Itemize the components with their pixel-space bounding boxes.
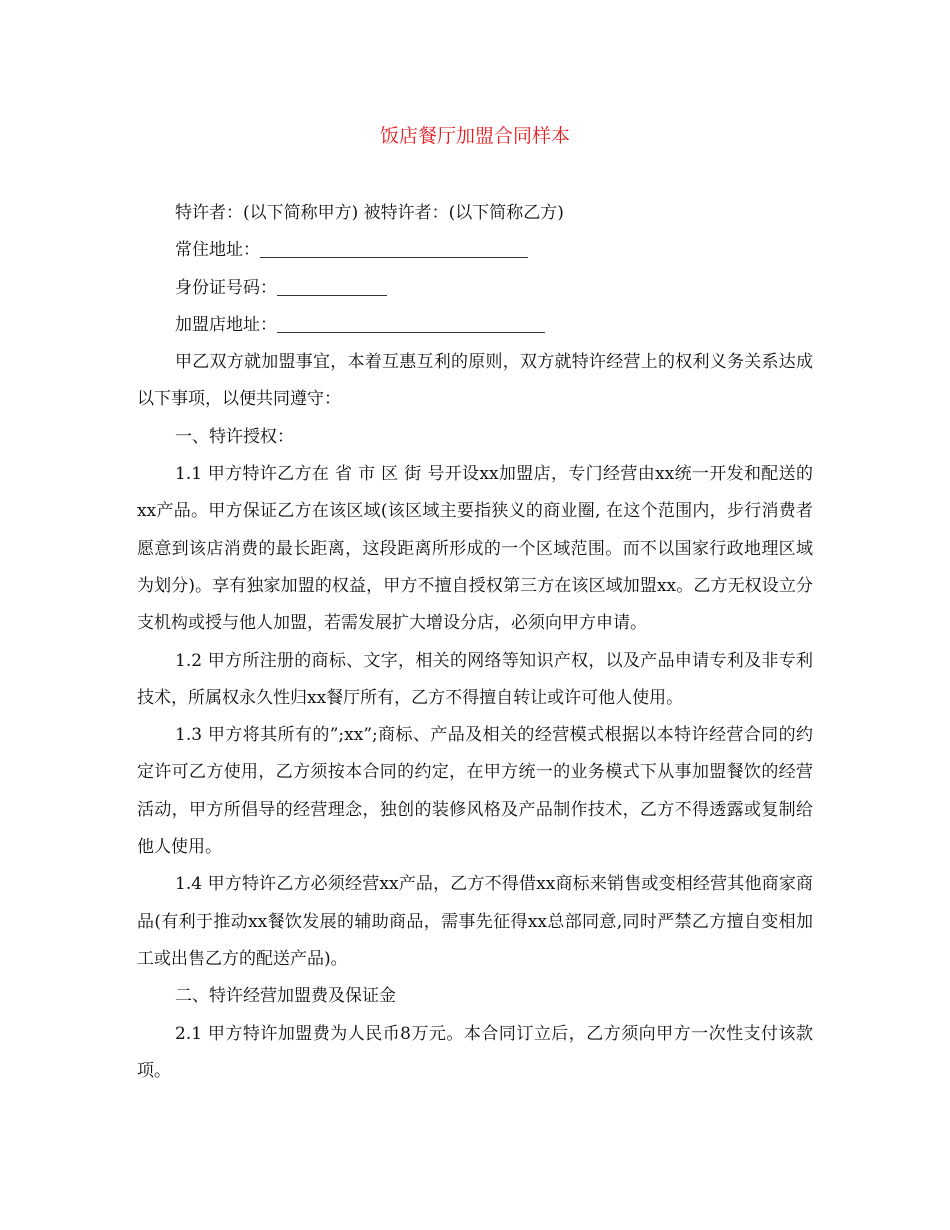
parties-line: 特许者：(以下简称甲方) 被特许者：(以下简称乙方) bbox=[175, 203, 564, 223]
clause-1-1: 1.1 甲方特许乙方在 省 市 区 街 号开设xx加盟店，专门经营由xx统一开发和配送的xx产品。甲方保证乙方在该区域(该区域主要指狭义的商业圈, 在这个范围内，步行消费者愿意到该店消费的最长距离，这段距离所形成的一个区域范围。而不以国家行政地理区域为划分)。享有独家加盟的权益，甲方不擅自授权第三方在该区域加盟xx。乙方无权设立分支机构或授与他人加盟，若需发展扩大增设分店，必须向甲方申请。 bbox=[137, 464, 813, 634]
intro-paragraph: 甲乙双方就加盟事宜，本着互惠互利的原则，双方就特许经营上的权利义务关系达成以下事项，以便共同遵守： bbox=[137, 352, 813, 410]
id-label: 身份证号码： bbox=[175, 277, 277, 298]
clause-2-1: 2.1 甲方特许加盟费为人民币8万元。本合同订立后，乙方须向甲方一次性支付该款项。 bbox=[137, 1023, 813, 1081]
store-address-blank bbox=[277, 314, 545, 333]
document-title: 饭店餐厅加盟合同样本 bbox=[379, 125, 570, 147]
store-address-line bbox=[137, 307, 813, 344]
store-address-label: 加盟店地址： bbox=[175, 314, 277, 335]
section2-heading: 二、特许经营加盟费及保证金 bbox=[175, 986, 396, 1007]
clause-1-4: 1.4 甲方特许乙方必须经营xx产品，乙方不得借xx商标来销售或变相经营其他商家商品(有利于推动xx餐饮发展的辅助商品，需事先征得xx总部同意,同时严禁乙方擅自变相加工或出售乙方的配送产品)。 bbox=[137, 874, 813, 969]
address-line bbox=[137, 232, 813, 269]
clause-1-2: 1.2 甲方所注册的商标、文字，相关的网络等知识产权，以及产品申请专利及非专利技术，所属权永久性归xx餐厅所有，乙方不得擅自转让或许可他人使用。 bbox=[137, 650, 813, 708]
address-label: 常住地址： bbox=[175, 240, 260, 261]
address-blank bbox=[260, 239, 528, 258]
clause-1-3: 1.3 甲方将其所有的”;xx”;商标、产品及相关的经营模式根据以本特许经营合同的约定许可乙方使用，乙方须按本合同的约定，在甲方统一的业务模式下从事加盟餐饮的经营活动，甲方所倡导的经营理念，独创的装修风格及产品制作技术，乙方不得透露或复制给他人使用。 bbox=[137, 725, 813, 858]
section1-heading: 一、特许授权： bbox=[175, 426, 294, 447]
id-line bbox=[137, 270, 813, 307]
contract-body bbox=[137, 195, 813, 1090]
id-blank bbox=[277, 277, 387, 296]
